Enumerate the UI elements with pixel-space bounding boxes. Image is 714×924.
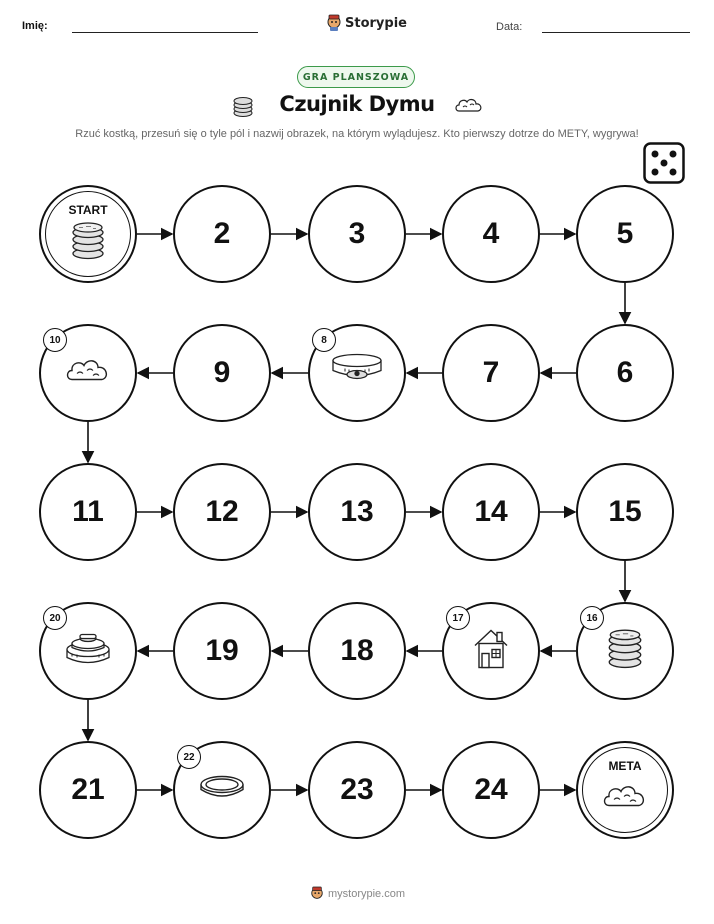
space-number: 12: [205, 495, 239, 528]
space-number: 11: [72, 495, 104, 528]
date-input-line[interactable]: [542, 32, 690, 33]
space-number: 18: [340, 634, 374, 667]
smoke-detector-icon: [331, 353, 383, 394]
space-number-tag: 8: [312, 328, 336, 352]
board-space-23: [308, 741, 406, 839]
space-number: 13: [340, 495, 374, 528]
smoke-cloud-icon: [65, 356, 111, 391]
board-space-2: [173, 185, 271, 283]
board-space-11: [39, 463, 137, 561]
space-number: 19: [205, 634, 239, 667]
date-label: Data:: [496, 21, 523, 33]
smoke-cloud-icon: [602, 782, 648, 817]
space-number: 9: [213, 356, 231, 389]
board-space-21: [39, 741, 137, 839]
name-input-line[interactable]: [72, 32, 258, 33]
board-space-24: [442, 741, 540, 839]
space-number: 15: [608, 495, 642, 528]
pancake-stack-icon: [232, 94, 254, 118]
board-space-14: [442, 463, 540, 561]
coin-disc-icon: [198, 773, 246, 808]
space-number-tag: 22: [177, 745, 201, 769]
board-space-9: [173, 324, 271, 422]
space-number: 5: [616, 217, 634, 250]
brand-name: Storypie: [345, 15, 407, 31]
smoke-alarm-icon: [64, 630, 112, 673]
instructions: Rzuć kostką, przesuń się o tyle pól i nazwij obrazek, na którym wylądujesz. Kto pierwszy dotrze do METY, wygrywa!: [75, 128, 639, 140]
name-label: Imię:: [22, 20, 48, 32]
space-number: 4: [482, 217, 500, 250]
space-number-tag: 20: [43, 606, 67, 630]
storypie-mascot-icon: [326, 14, 342, 32]
finish-label: META: [608, 759, 642, 773]
board-space-4: [442, 185, 540, 283]
space-number-tag: 16: [580, 606, 604, 630]
board-space-6: [576, 324, 674, 422]
start-space: [39, 185, 137, 283]
board-space-3: [308, 185, 406, 283]
dice-five-icon: [643, 142, 685, 184]
start-label: START: [68, 203, 108, 217]
footer: [310, 886, 405, 902]
space-number: 14: [474, 495, 508, 528]
space-number: 7: [482, 356, 500, 389]
footer-site: mystorypie.com: [328, 888, 406, 900]
storypie-mascot-icon: [310, 886, 324, 902]
smoke-cloud-icon: [454, 96, 484, 116]
space-number: 23: [340, 773, 374, 806]
board-space-13: [308, 463, 406, 561]
brand-logo: [326, 12, 407, 34]
board-space-18: [308, 602, 406, 700]
space-number: 2: [213, 217, 231, 250]
house-icon: [473, 628, 509, 675]
board-space-5: [576, 185, 674, 283]
board-space-7: [442, 324, 540, 422]
board-space-12: [173, 463, 271, 561]
space-number: 21: [71, 773, 105, 806]
page-title: Czujnik Dymu: [279, 92, 435, 116]
space-number: 6: [616, 356, 634, 389]
space-number: 24: [474, 773, 508, 806]
finish-space: [576, 741, 674, 839]
space-number: 3: [348, 217, 366, 250]
board-space-19: [173, 602, 271, 700]
pancake-stack-icon: [607, 628, 643, 675]
board-space-15: [576, 463, 674, 561]
game-type-badge: GRA PLANSZOWA: [297, 66, 415, 88]
pancake-stack-icon: [71, 221, 105, 266]
space-number-tag: 17: [446, 606, 470, 630]
space-number-tag: 10: [43, 328, 67, 352]
